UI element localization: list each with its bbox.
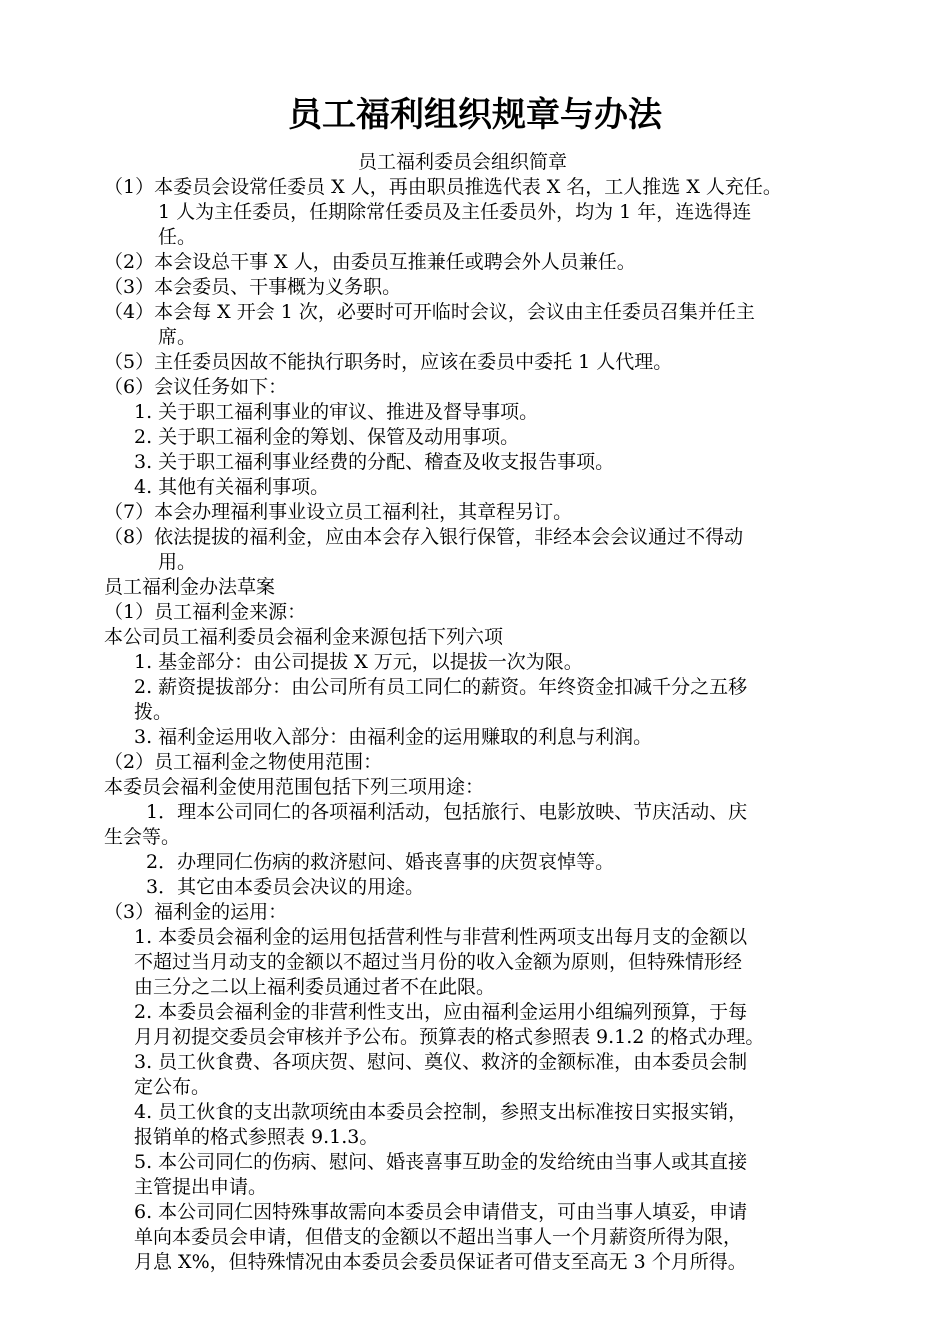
text-line: 4. 员工伙食的支出款项统由本委员会控制，参照支出标准按日实报实销， [134,1101,748,1123]
text-line: 主管提出申请。 [134,1176,268,1198]
text-line: 席。 [158,326,197,348]
text-line: 单向本委员会申请，但借支的金额以不超出当事人一个月薪资所得为限， [134,1226,743,1248]
text-line: 1 人为主任委员，任期除常任委员及主任委员外，均为 1 年，连选得连 [158,201,752,223]
text-line: 生会等。 [104,826,181,848]
text-line: 任。 [158,226,197,248]
text-line: 3. 福利金运用收入部分：由福利金的运用赚取的利息与利润。 [134,726,653,748]
text-line: （8）依法提拔的福利金，应由本会存入银行保管，非经本会会议通过不得动 [104,526,744,548]
text-line: （6）会议任务如下： [104,376,288,398]
text-line: （3）本会委员、干事概为义务职。 [104,276,402,298]
text-line: （4）本会每 X 开会 1 次，必要时可开临时会议，会议由主任委员召集并任主 [104,301,755,323]
text-line: 6. 本公司同仁因特殊事故需向本委员会申请借支，可由当事人填妥，申请 [134,1201,748,1223]
text-line: 2. 薪资提拔部分：由公司所有员工同仁的薪资。年终资金扣减千分之五移 [134,676,748,698]
text-line: 报销单的格式参照表 9.1.3。 [134,1126,379,1148]
section-heading: 员工福利委员会组织简章 [358,151,568,173]
text-line: （2）员工福利金之物使用范围： [104,751,383,773]
text-line: 月息 X%，但特殊情况由本委员会委员保证者可借支至高无 3 个月所得。 [134,1251,747,1273]
text-line: 5. 本公司同仁的伤病、慰问、婚丧喜事互助金的发给统由当事人或其直接 [134,1151,748,1173]
text-line: 2．办理同仁伤病的救济慰问、婚丧喜事的庆贺哀悼等。 [146,851,615,873]
text-line: 不超过当月动支的金额以不超过当月份的收入金额为原则，但特殊情形经 [134,951,743,973]
document-title: 员工福利组织规章与办法 [288,95,662,135]
text-line: 1. 本委员会福利金的运用包括营利性与非营利性两项支出每月支的金额以 [134,926,748,948]
text-line: （1）员工福利金来源： [104,601,307,623]
text-line: 4. 其他有关福利事项。 [134,476,330,498]
text-line: 1. 基金部分：由公司提拔 X 万元，以提拔一次为限。 [134,651,583,673]
text-line: 定公布。 [134,1076,211,1098]
text-line: 由三分之二以上福利委员通过者不在此限。 [134,976,496,998]
text-line: 用。 [158,551,197,573]
text-line: 3．其它由本委员会决议的用途。 [146,876,425,898]
text-line: 月月初提交委员会审核并予公布。预算表的格式参照表 9.1.2 的格式办理。 [134,1026,765,1048]
text-line: 3. 关于职工福利事业经费的分配、稽查及收支报告事项。 [134,451,615,473]
text-line: 拨。 [134,701,173,723]
text-line: （5）主任委员因故不能执行职务时，应该在委员中委托 1 人代理。 [104,351,673,373]
text-line: （7）本会办理福利事业设立员工福利社，其章程另订。 [104,501,573,523]
text-line: 本公司员工福利委员会福利金来源包括下列六项 [104,626,504,648]
text-line: 员工福利金办法草案 [104,576,276,598]
text-line: 本委员会福利金使用范围包括下列三项用途： [104,776,485,798]
text-line: （3）福利金的运用： [104,901,288,923]
text-line: 2. 本委员会福利金的非营利性支出，应由福利金运用小组编列预算，于每 [134,1001,748,1023]
text-line: （1）本委员会设常任委员 X 人，再由职员推选代表 X 名，工人推选 X 人充任。 [104,176,782,198]
text-line: （2）本会设总干事 X 人，由委员互推兼任或聘会外人员兼任。 [104,251,636,273]
text-line: 2. 关于职工福利金的筹划、保管及动用事项。 [134,426,520,448]
text-line: 3. 员工伙食费、各项庆贺、慰问、奠仪、救济的金额标准，由本委员会制 [134,1051,748,1073]
text-line: 1. 关于职工福利事业的审议、推进及督导事项。 [134,401,539,423]
text-line: 1．理本公司同仁的各项福利活动，包括旅行、电影放映、节庆活动、庆 [146,801,748,823]
